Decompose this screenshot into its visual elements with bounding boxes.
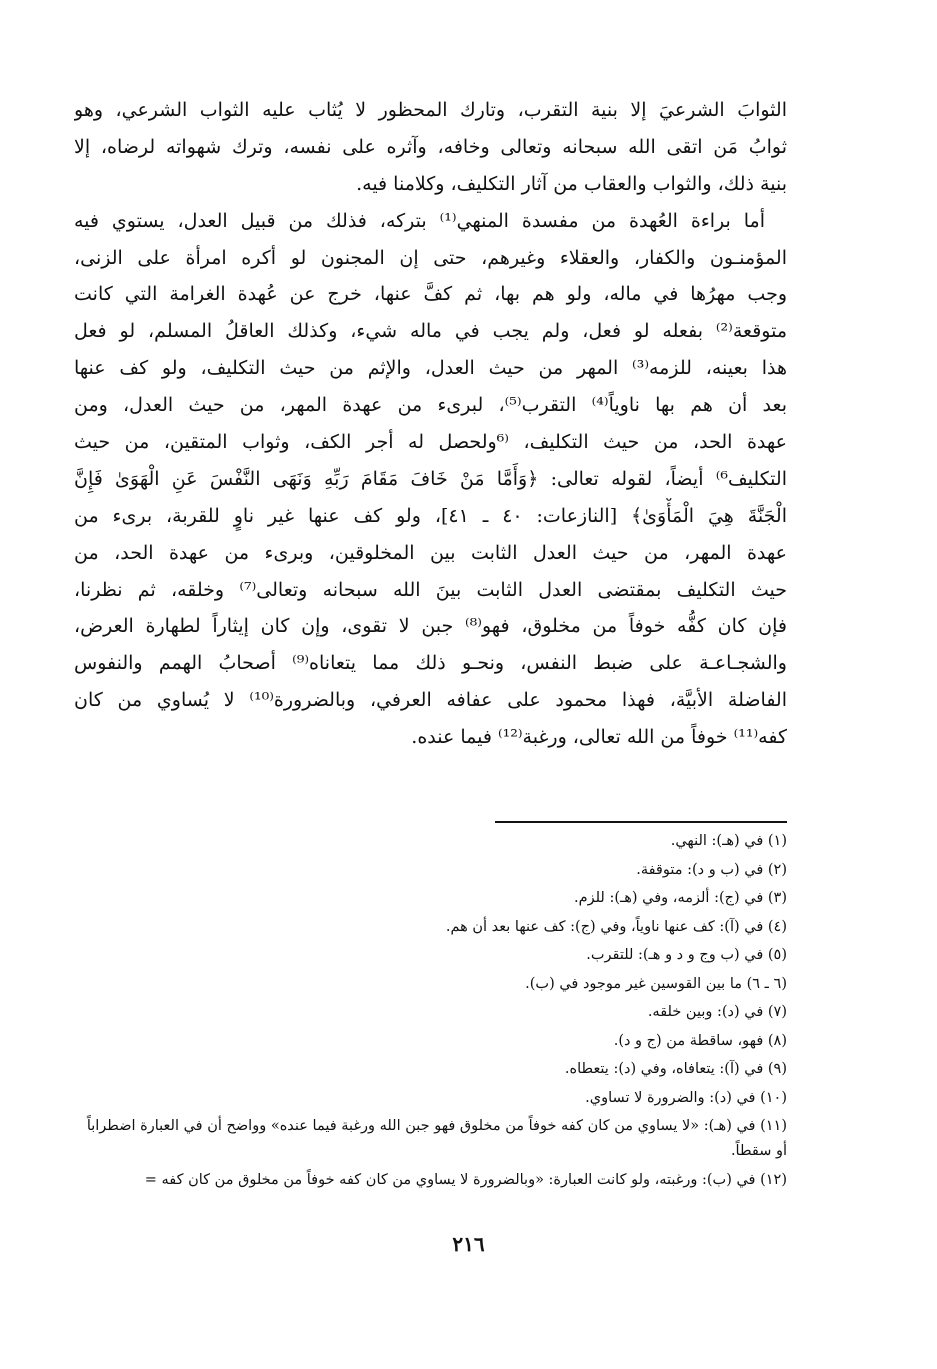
main-text xyxy=(74,92,787,756)
footnotes xyxy=(74,827,787,1195)
footnote: (٩) في (آ): يتعافاه، وفي (د): يتعطاه. xyxy=(564,1061,787,1077)
footnote: (١١) في (هـ): «لا يساوي من كان كفه خوفاً من مخلوق فهو جبن الله ورغبة فيما عنده» وواضح أن في العبارة اضطراباً أو سقطاً. xyxy=(86,1118,787,1159)
text-line: فإن كان كفُّه خوفاً من مخلوق، فهو⁽⁸⁾ جبن لا تقوى، وإن كان إيثاراً لطهارة العرض، xyxy=(74,615,787,638)
footnote: (١) في (هـ): النهي. xyxy=(670,833,787,849)
text-line: بعد أن هم بها ناوياً⁽⁴⁾ التقرب⁽⁵⁾، لبرىء من عهدة المهر، من حيث العدل، ومن xyxy=(74,394,787,417)
text-line: أما براءة العُهدة من مفسدة المنهي⁽¹⁾ بتركه، فذلك من قبيل العدل، يستوي فيه xyxy=(74,209,766,232)
footnote: (٤) في (آ): كف عنها ناوياً، وفي (ج): كف عنها بعد أن هم. xyxy=(445,918,787,935)
text-line: هذا بعينه، للزمه⁽³⁾ المهر من حيث العدل، والإثم من حيث التكليف، ولو كف عنها xyxy=(74,357,787,380)
text-line: التكليف⁶⁾ أيضاً، لقوله تعالى: ﴿وَأَمَّا مَنْ خَافَ مَقَامَ رَبِّهِ وَنَهَى النَّفْسَ عَنِ الْهَوَىٰ فَإِنَّ xyxy=(74,467,787,490)
text-line: الثوابَ الشرعيَ إلا بنية التقرب، وتارك المحظور لا يُثاب عليه الثواب الشرعي، وهو xyxy=(74,99,787,121)
text-line: الْجَنَّةَ هِيَ الْمَأْوَىٰ﴾ [النازعات: ٤٠ ـ ٤١]، ولو كف عنها غير ناوٍ للقربة، برىء من xyxy=(74,504,787,527)
page-number: ٢١٦ xyxy=(452,1232,485,1256)
footnote: (٨) فهو، ساقطة من (ج و د). xyxy=(613,1032,787,1049)
text-line: ثوابُ مَن اتقى الله سبحانه وتعالى وخافه، وآثره على نفسه، وترك شهواته لرضاه، إلا xyxy=(74,135,787,158)
text-line: عهدة الحد، من حيث التكليف، ⁽⁶ولحصل له أجر الكف، وثواب المتقين، من حيث xyxy=(74,431,787,454)
text-line: الفاضلة الأبيَّة، فهذا محمود على عفافه العرفي، وبالضرورة⁽¹⁰⁾ لا يُساوي من كان xyxy=(74,689,787,712)
text-line: والشجـاعـة على ضبط النفس، ونحـو ذلك مما يتعاناه⁽⁹⁾ أصحابُ الهمم والنفوس xyxy=(74,652,787,675)
text-line: عهدة المهر، من حيث العدل الثابت بين المخلوقين، وبرىء من عهدة الحد، من xyxy=(74,541,787,564)
footnote-divider xyxy=(495,821,787,823)
footnote: (١٢) في (ب): ورغبته، ولو كانت العبارة: «وبالضرورة لا يساوي من كان كفه خوفاً من مخلوق من كان كفه = xyxy=(144,1172,787,1188)
footnote: (٧) في (د): وبين خلقه. xyxy=(647,1004,787,1020)
footnote: (٣) في (ج): ألزمه، وفي (هـ): للزم. xyxy=(574,890,787,906)
footnote: (١٠) في (د): والضرورة لا تساوي. xyxy=(585,1089,787,1106)
text-line: المؤمنـون والكفار، والعقلاء وغيرهم، حتى إن المجنون لو أكره امرأة على الزنى، xyxy=(74,246,787,269)
text-line: متوقعة⁽²⁾ بفعله لو فعل، ولم يجب في ماله شيء، وكذلك العاقلُ المسلم، لو فعل xyxy=(74,320,787,343)
text-line: كفه⁽¹¹⁾ خوفاً من الله تعالى، ورغبة⁽¹²⁾ فيما عنده. xyxy=(411,726,787,749)
footnote: (٦ ـ ٦) ما بين القوسين غير موجود في (ب). xyxy=(525,975,787,992)
text-line: حيث التكليف بمقتضى العدل الثابت بينَ الله سبحانه وتعالى⁽⁷⁾ وخلقه، ثم نظرنا، xyxy=(74,578,787,601)
text-line: بنية ذلك، والثواب والعقاب من آثار التكليف، وكلامنا فيه. xyxy=(356,172,787,195)
footnote: (٢) في (ب و د): متوقفة. xyxy=(636,861,787,878)
text-line: وجب مهرُها في ماله، ولو هم بها، ثم كفَّ عنها، خرج عن عُهدة الغرامة التي كانت xyxy=(74,283,787,306)
footnote: (٥) في (ب وج و د و هـ): للتقرب. xyxy=(586,947,787,963)
